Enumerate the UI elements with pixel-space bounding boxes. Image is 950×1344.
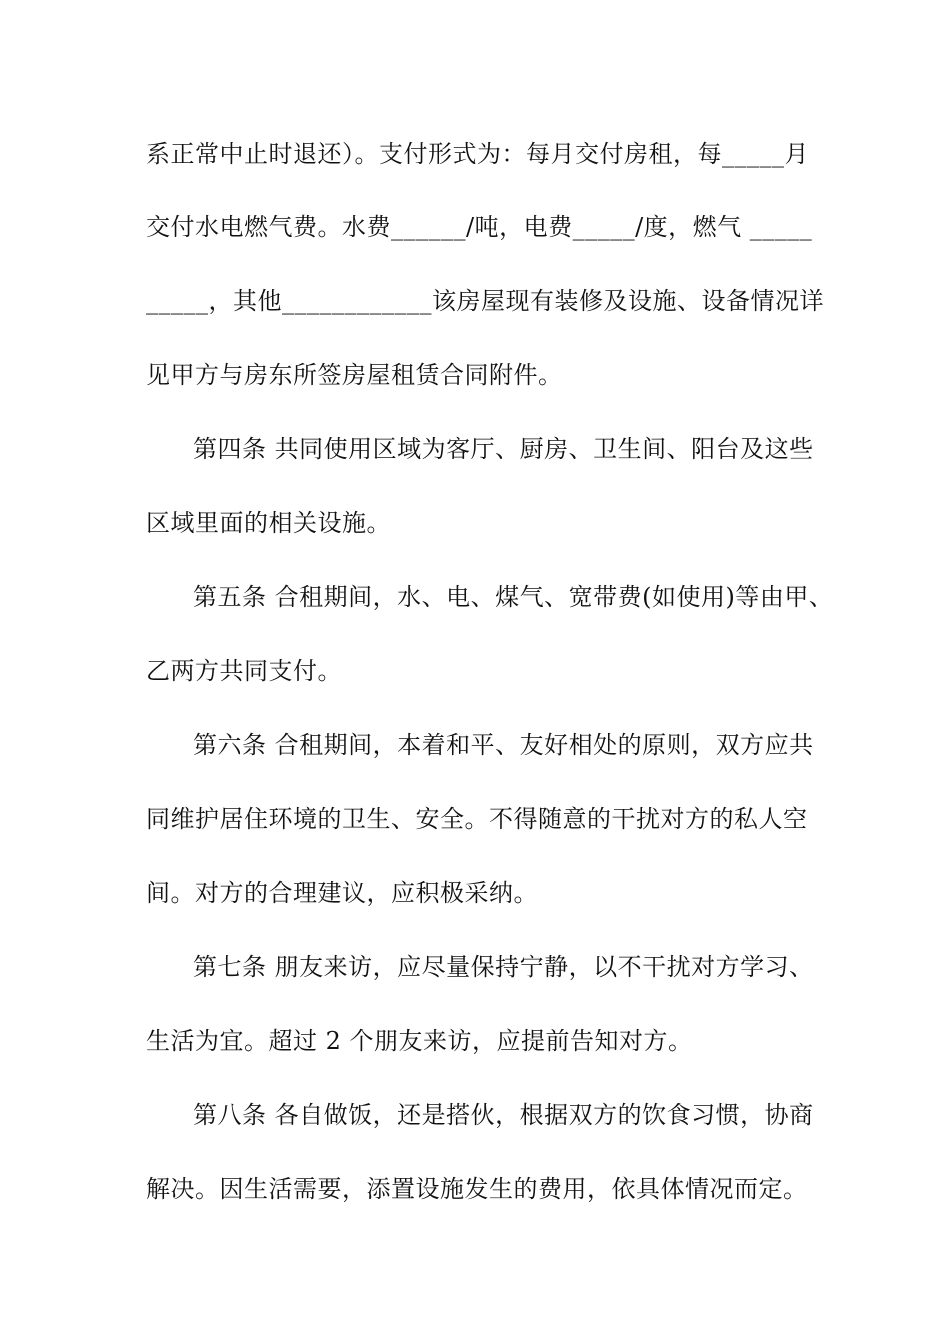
text-line: 交付水电燃气费。水费______/吨，电费_____/度，燃气 _____ xyxy=(146,213,813,241)
text-line: 同维护居住环境的卫生、安全。不得随意的干扰对方的私人空 xyxy=(146,805,808,833)
text-line: 生活为宜。超过 2 个朋友来访，应提前告知对方。 xyxy=(146,1027,693,1055)
article-7-heading-line: 第七条 朋友来访，应尽量保持宁静，以不干扰对方学习、 xyxy=(193,953,814,981)
text-line: 间。对方的合理建议，应积极采纳。 xyxy=(146,879,538,907)
text-line: 系正常中止时退还）。支付形式为：每月交付房租，每_____月 xyxy=(146,140,809,168)
article-4-heading-line: 第四条 共同使用区域为客厅、厨房、卫生间、阳台及这些 xyxy=(193,435,814,463)
text-line: 区域里面的相关设施。 xyxy=(146,509,391,537)
text-line: 解决。因生活需要，添置设施发生的费用，依具体情况而定。 xyxy=(146,1175,808,1203)
text-line: 见甲方与房东所签房屋租赁合同附件。 xyxy=(146,361,563,389)
article-6-heading-line: 第六条 合租期间，本着和平、友好相处的原则，双方应共 xyxy=(193,731,814,759)
text-line: 乙两方共同支付。 xyxy=(146,657,342,685)
text-line: _____，其他____________该房屋现有装修及设施、设备情况详 xyxy=(146,287,824,315)
article-5-heading-line: 第五条 合租期间，水、电、煤气、宽带费(如使用)等由甲、 xyxy=(193,583,834,611)
article-8-heading-line: 第八条 各自做饭，还是搭伙，根据双方的饮食习惯，协商 xyxy=(193,1101,814,1129)
